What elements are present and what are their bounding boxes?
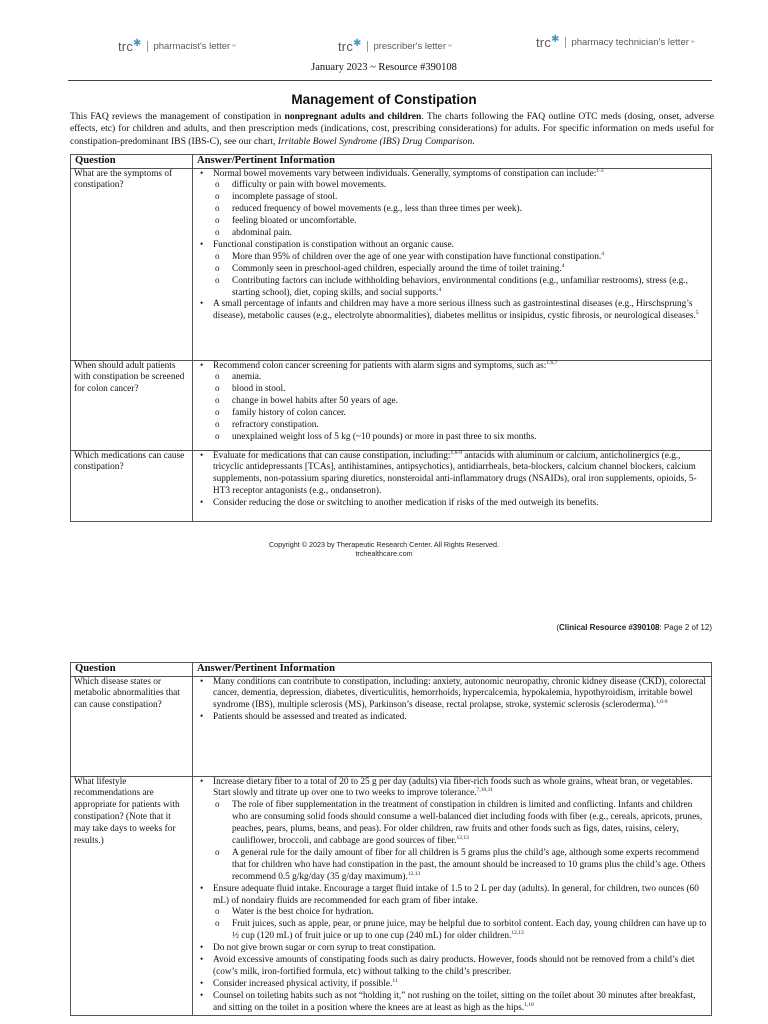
bullet-text: Normal bowel movements vary between individuals. Generally, symptoms of constipation can include: bbox=[213, 168, 597, 179]
list-item: o change in bowel habits after 50 years of age. bbox=[232, 396, 708, 408]
bullet-text: Many conditions can contribute to constipation, including: anxiety, autonomic neuropathy, chronic kidney disease (CKD), colorectal cancer, dementia, depression, diabetes, diverticulitis, hemorrhoids, hypercalcemia, hypokalemia, hypothyroidism, irritable bowel syndrome (IBS), multiple sclerosis (MS), Parkinson’s disease, rectal prolapse, stroke, systemic sclerosis (scleroderma). bbox=[213, 676, 706, 711]
page-reference bbox=[556, 623, 712, 632]
list-item bbox=[213, 677, 708, 713]
logo-trc-text: trc bbox=[536, 35, 552, 50]
list-item: o unexplained weight loss of 5 kg (~10 pounds) or more in past three to six months. bbox=[232, 432, 708, 444]
bullet-text: antacids with aluminum or calcium, anticholinergics (e.g., tricyclic antidepressants [TCAs], antihistamines, antipsychotics), antidiarrheals, beta-blockers, calcium channel blockers, calcium supplements, non-potassium sparing diuretics, nonsteroidal anti-inflammatory drugs (NSAIDs), oral iron supplements, opioids, 5-HT3 receptor antagonists (e.g., ondansetron). bbox=[213, 450, 697, 497]
reference-superscript: 4 bbox=[601, 250, 604, 257]
answer-cell bbox=[193, 360, 712, 450]
list-item bbox=[232, 252, 708, 264]
list-item: • Patients should be assessed and treated as indicated. bbox=[213, 712, 708, 724]
reference-superscript: 1,10 bbox=[524, 1001, 534, 1008]
trademark-icon: ™ bbox=[231, 43, 237, 50]
reference-superscript: 1,6-9 bbox=[656, 699, 668, 706]
answer-cell bbox=[193, 450, 712, 521]
list-item bbox=[213, 979, 708, 991]
list-item bbox=[213, 777, 708, 884]
page-ref-text: : Page 2 of 12) bbox=[659, 623, 712, 632]
list-item: o incomplete passage of stool. bbox=[232, 192, 708, 204]
page-title: Management of Constipation bbox=[291, 92, 477, 107]
list-item bbox=[232, 848, 708, 884]
reference-superscript: 11 bbox=[392, 977, 398, 984]
bullet-text: Evaluate for medications that can cause constipation, including: bbox=[213, 450, 451, 461]
intro-text: . bbox=[472, 135, 475, 147]
question-cell: When should adult patients with constipation be screened for colon cancer? bbox=[71, 360, 193, 450]
website-link[interactable]: trchealthcare.com bbox=[355, 549, 413, 558]
table-row bbox=[71, 360, 712, 450]
table-row bbox=[71, 168, 712, 360]
trc-star-logo-icon: ✱ bbox=[353, 38, 362, 49]
table-header-row bbox=[71, 155, 712, 169]
bullet-text: A small percentage of infants and children may have a more serious illness such as gastrointestinal diseases (e.g., Hirschsprung’s disease), metabolic causes (e.g., electrolyte abnormalities), diabetes mellitus or insipidus, cystic fibrosis, or neurological diseases. bbox=[213, 299, 696, 322]
list-item: • Consider reducing the dose or switching to another medication if risks of the med outweigh its benefits. bbox=[213, 498, 708, 510]
answer-column-header: Answer/Pertinent Information bbox=[193, 155, 712, 169]
logo-divider bbox=[367, 41, 368, 52]
answer-cell bbox=[193, 776, 712, 1015]
reference-superscript: 12,13 bbox=[456, 834, 469, 841]
faq-table bbox=[70, 154, 712, 522]
list-item bbox=[232, 276, 708, 300]
bullet-text: Functional constipation is constipation without an organic cause. bbox=[213, 239, 454, 250]
list-item bbox=[213, 361, 708, 444]
bullet-text: Fruit juices, such as apple, pear, or prune juice, may be helpful due to sorbitol content. Each day, young children can have up to ½ cup (120 mL) of fruit juice or up to one cup (240 mL) for older children. bbox=[232, 919, 707, 942]
page-ref-resource: Clinical Resource #390108 bbox=[559, 623, 660, 632]
logo-divider bbox=[565, 37, 566, 48]
bullet-text: A general rule for the daily amount of fiber for all children is 5 grams plus the child’s age, although some experts recommend that for children who have had constipation in the past, the amount should be increased to 10 grams plus the child’s age. Others recommend 0.5 g/kg/day (35 g/day maximum). bbox=[232, 847, 706, 882]
list-item bbox=[232, 264, 708, 276]
bullet-text: The role of fiber supplementation in the treatment of constipation in children is limited and conflicting. Infants and children who are consuming solid foods should consume a well-balanced diet including foods with fiber (e.g., cereals, apricots, prunes, peaches, pears, plums, beans, and peas). For older children, raw fruits and other foods such as figs, dates, raisins, celery, cauliflower, broccoli, and cabbage are good sources of fiber. bbox=[232, 800, 703, 847]
reference-superscript: 1,6,7 bbox=[546, 359, 558, 366]
intro-paragraph bbox=[70, 111, 714, 148]
list-item bbox=[213, 299, 708, 323]
bullet-text: Recommend colon cancer screening for patients with alarm signs and symptoms, such as: bbox=[213, 360, 547, 371]
list-item: o feeling bloated or uncomfortable. bbox=[232, 216, 708, 228]
table-row bbox=[71, 776, 712, 1015]
logo-trc-text: trc bbox=[338, 39, 354, 54]
bullet-text: Commonly seen in preschool-aged children, especially around the time of toilet training. bbox=[232, 263, 562, 274]
bullet-text: Increase dietary fiber to a total of 20 to 25 g per day (adults) via fiber-rich foods such as whole grains, wheat bran, or vegetables. Start slowly and titrate up over one to two weeks to improve tolerance. bbox=[213, 776, 693, 799]
list-item bbox=[213, 240, 708, 300]
reference-superscript: 5 bbox=[695, 310, 699, 317]
trc-star-logo-icon: ✱ bbox=[133, 38, 142, 49]
copyright-footer bbox=[0, 540, 768, 558]
logo-name: prescriber's letter bbox=[373, 41, 446, 52]
question-cell: What are the symptoms of constipation? bbox=[71, 168, 193, 360]
reference-superscript: 1,6-9 bbox=[450, 449, 462, 456]
list-item: o family history of colon cancer. bbox=[232, 408, 708, 420]
list-item: o reduced frequency of bowel movements (e.g., less than three times per week). bbox=[232, 204, 708, 216]
reference-superscript: 4 bbox=[438, 286, 442, 293]
bullet-text: Counsel on toileting habits such as not “holding it,” not rushing on the toilet, sitting on the toilet about 30 minutes after breakfast, and sitting on the toilet in a position where the knees are at least as high as the hips. bbox=[213, 990, 696, 1013]
table-row bbox=[71, 676, 712, 776]
question-cell: Which medications can cause constipation? bbox=[71, 450, 193, 521]
page-ref-text: ( bbox=[556, 623, 559, 632]
bullet-text: More than 95% of children over the age of one year with constipation have functional constipation. bbox=[232, 251, 602, 262]
intro-bold-text: nonpregnant adults and children bbox=[284, 111, 422, 122]
list-item bbox=[213, 451, 708, 499]
ibs-chart-reference: Irritable Bowel Syndrome (IBS) Drug Comparison bbox=[277, 135, 473, 147]
list-item bbox=[232, 800, 708, 848]
resource-date-line: January 2023 ~ Resource #390108 bbox=[311, 62, 457, 73]
list-item: o refractory constipation. bbox=[232, 420, 708, 432]
logo-name: pharmacy technician's letter bbox=[571, 37, 689, 48]
table-row bbox=[71, 450, 712, 521]
answer-cell bbox=[193, 676, 712, 776]
intro-text: This FAQ reviews the management of constipation in bbox=[70, 111, 285, 122]
list-item: o Water is the best choice for hydration. bbox=[232, 907, 708, 919]
trademark-icon: ™ bbox=[689, 39, 695, 46]
reference-superscript: 1-3 bbox=[596, 167, 604, 174]
question-cell: What lifestyle recommendations are appropriate for patients with constipation? (Note that it may take days to weeks for results.) bbox=[71, 776, 193, 1015]
copyright-text: Copyright © 2023 by Therapeutic Research Center. All Rights Reserved. bbox=[268, 540, 500, 549]
intro-text: . The charts following the FAQ outline OTC meds (dosing, onset, adverse effects, etc) for children and adults, and then prescription meds (indications, cost, prescribing considerations) for adults. For specific information on meds useful for constipation-predominant IBS (IBS-C), see our chart, bbox=[70, 111, 714, 147]
reference-superscript: 4 bbox=[561, 262, 565, 269]
reference-superscript: 12,13 bbox=[407, 870, 421, 877]
table-header-row bbox=[71, 663, 712, 677]
trademark-icon: ™ bbox=[447, 43, 452, 50]
list-item: o difficulty or pain with bowel movements. bbox=[232, 180, 708, 192]
list-item bbox=[232, 919, 708, 943]
bullet-text: Ensure adequate fluid intake. Encourage a target fluid intake of 1.5 to 2 L per day (adults). In general, for children, two ounces (60 mL) of nondairy fluids are recommended for each gram of fiber intake. bbox=[213, 883, 699, 906]
list-item: o abdominal pain. bbox=[232, 228, 708, 240]
logo-trc-text: trc bbox=[118, 39, 134, 54]
trc-star-logo-icon: ✱ bbox=[551, 34, 560, 45]
list-item: o anemia. bbox=[232, 372, 708, 384]
pharmacists-letter-logo bbox=[118, 38, 236, 55]
bullet-text: Contributing factors can include withholding behaviors, environmental conditions (e.g., unfamiliar restrooms), stress (e.g., starting school), diet, coping skills, and social supports. bbox=[232, 275, 688, 298]
question-column-header: Question bbox=[71, 155, 193, 169]
question-cell: Which disease states or metabolic abnormalities that can cause constipation? bbox=[71, 676, 193, 776]
answer-column-header: Answer/Pertinent Information bbox=[193, 663, 712, 677]
reference-superscript: 12,13 bbox=[511, 930, 524, 937]
list-item: o blood in stool. bbox=[232, 384, 708, 396]
prescribers-letter-logo bbox=[338, 38, 452, 55]
pharmacy-technicians-letter-logo bbox=[536, 34, 695, 51]
faq-table-continued bbox=[70, 662, 712, 1016]
list-item: • Avoid excessive amounts of constipating foods such as dairy products. However, foods should not be removed from a child’s diet (cow’s milk, iron-fortified formula, etc) without talking to the child’s prescriber. bbox=[213, 955, 708, 979]
logo-name: pharmacist's letter bbox=[153, 41, 231, 52]
question-column-header: Question bbox=[71, 663, 193, 677]
bullet-text: Consider increased physical activity, if possible. bbox=[213, 978, 393, 989]
list-item bbox=[213, 991, 708, 1015]
logo-divider bbox=[147, 41, 148, 52]
list-item bbox=[213, 169, 708, 240]
answer-cell bbox=[193, 168, 712, 360]
header-rule bbox=[68, 80, 712, 81]
list-item: • Do not give brown sugar or corn syrup to treat constipation. bbox=[213, 943, 708, 955]
list-item bbox=[213, 884, 708, 944]
publisher-logos bbox=[0, 34, 768, 54]
reference-superscript: 7,10,11 bbox=[476, 787, 493, 794]
